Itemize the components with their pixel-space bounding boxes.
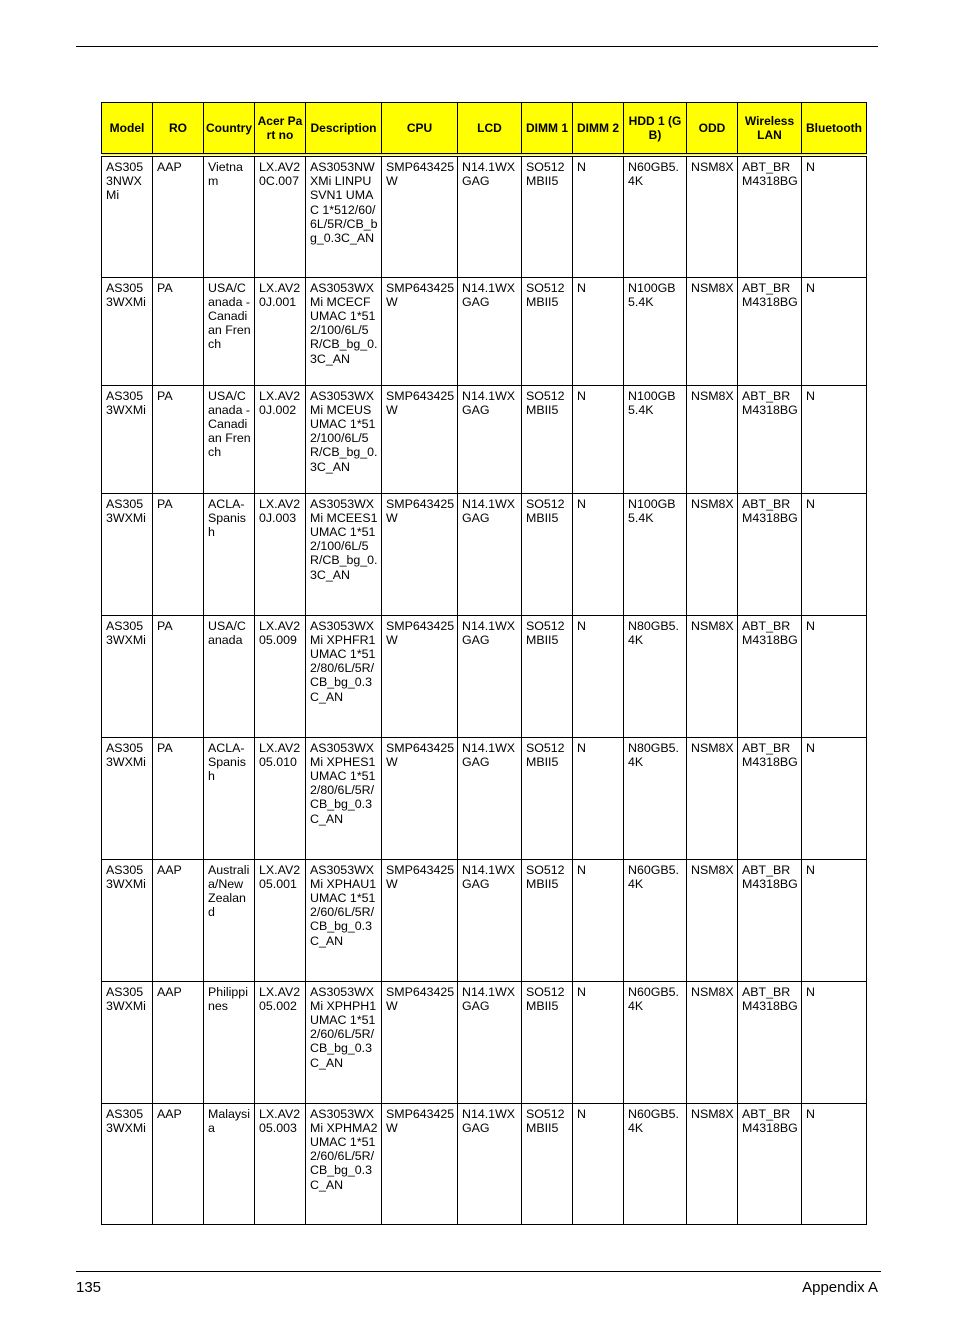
table-cell: LX.AV205.009 [255, 615, 306, 737]
table-cell: ABT_BRM4318BG [738, 493, 802, 615]
table-cell: AS3053WXMi MCECF UMAC 1*512/100/6L/5R/CB_bg_0.3C_AN [306, 277, 382, 385]
table-cell: N60GB5.4K [624, 981, 687, 1103]
table-row [102, 859, 867, 981]
table-cell: N60GB5.4K [624, 155, 687, 277]
table-cell: NSM8X [687, 155, 738, 277]
table-cell: AS3053WXMi XPHFR1 UMAC 1*512/80/6L/5R/CB_bg_0.3C_AN [306, 615, 382, 737]
header-odd: ODD [687, 103, 738, 156]
table-cell: N [802, 493, 867, 615]
table-row [102, 385, 867, 493]
table-cell: N100GB5.4K [624, 493, 687, 615]
table-cell: LX.AV205.003 [255, 1103, 306, 1224]
table-cell: SMP643425W [382, 859, 458, 981]
table-cell: AS3053WXMi MCEUS UMAC 1*512/100/6L/5R/CB_bg_0.3C_AN [306, 385, 382, 493]
table-cell: ACLA-Spanish [204, 737, 255, 859]
table-cell: AS3053WXMi [102, 737, 153, 859]
table-cell: N [802, 155, 867, 277]
table-cell: N14.1WXGAG [458, 981, 522, 1103]
table-cell: N14.1WXGAG [458, 737, 522, 859]
table-cell: AS3053WXMi [102, 981, 153, 1103]
table-cell: ABT_BRM4318BG [738, 615, 802, 737]
table-cell: ABT_BRM4318BG [738, 737, 802, 859]
table-cell: PA [153, 277, 204, 385]
table-cell: N [573, 737, 624, 859]
header-dimm-1: DIMM 1 [522, 103, 573, 156]
table-cell: ABT_BRM4318BG [738, 155, 802, 277]
table-cell: SO512MBII5 [522, 1103, 573, 1224]
table-cell: N60GB5.4K [624, 859, 687, 981]
table-cell: LX.AV20C.007 [255, 155, 306, 277]
table-row [102, 155, 867, 277]
table-cell: N [802, 737, 867, 859]
table-cell: SO512MBII5 [522, 493, 573, 615]
table-cell: SO512MBII5 [522, 155, 573, 277]
table-cell: USA/Canada [204, 615, 255, 737]
table-cell: ABT_BRM4318BG [738, 385, 802, 493]
table-cell: LX.AV20J.001 [255, 277, 306, 385]
table-cell: Philippines [204, 981, 255, 1103]
table-cell: SMP643425W [382, 615, 458, 737]
table-row [102, 615, 867, 737]
table-cell: PA [153, 385, 204, 493]
table-cell: ABT_BRM4318BG [738, 277, 802, 385]
table-cell: N14.1WXGAG [458, 385, 522, 493]
table-cell: ABT_BRM4318BG [738, 981, 802, 1103]
header-country: Country [204, 103, 255, 156]
table-row [102, 493, 867, 615]
table-cell: N [802, 385, 867, 493]
table-cell: Malaysia [204, 1103, 255, 1224]
table-cell: PA [153, 493, 204, 615]
table-cell: AS3053WXMi XPHPH1 UMAC 1*512/60/6L/5R/CB_bg_0.3C_AN [306, 981, 382, 1103]
table-cell: NSM8X [687, 493, 738, 615]
table-cell: SO512MBII5 [522, 737, 573, 859]
table-cell: AAP [153, 981, 204, 1103]
table-cell: AS3053WXMi XPHES1 UMAC 1*512/80/6L/5R/CB_bg_0.3C_AN [306, 737, 382, 859]
header-dimm-2: DIMM 2 [573, 103, 624, 156]
table-cell: AS3053WXMi XPHMA2 UMAC 1*512/60/6L/5R/CB_bg_0.3C_AN [306, 1103, 382, 1224]
table-cell: N100GB5.4K [624, 385, 687, 493]
table-cell: SO512MBII5 [522, 981, 573, 1103]
table-cell: NSM8X [687, 981, 738, 1103]
header-acer-part-no: Acer Part no [255, 103, 306, 156]
table-cell: AS3053WXMi [102, 493, 153, 615]
table-cell: N80GB5.4K [624, 615, 687, 737]
table-cell: SMP643425W [382, 737, 458, 859]
table-cell: N [573, 1103, 624, 1224]
table-cell: N [802, 1103, 867, 1224]
table-cell: LX.AV20J.002 [255, 385, 306, 493]
table-cell: N14.1WXGAG [458, 493, 522, 615]
table-cell: AS3053WXMi MCEES1 UMAC 1*512/100/6L/5R/CB_bg_0.3C_AN [306, 493, 382, 615]
table-cell: N100GB5.4K [624, 277, 687, 385]
page-number: 135 [76, 1279, 102, 1296]
table-cell: NSM8X [687, 737, 738, 859]
table-row [102, 737, 867, 859]
table-cell: AS3053WXMi [102, 615, 153, 737]
header-lcd: LCD [458, 103, 522, 156]
table-cell: N [573, 385, 624, 493]
table-cell: N14.1WXGAG [458, 277, 522, 385]
table-cell: N [573, 615, 624, 737]
table-cell: SO512MBII5 [522, 859, 573, 981]
header-description: Description [306, 103, 382, 156]
table-cell: SMP643425W [382, 277, 458, 385]
table-cell: SMP643425W [382, 981, 458, 1103]
table-cell: N14.1WXGAG [458, 615, 522, 737]
table-cell: SMP643425W [382, 155, 458, 277]
table-body [102, 155, 867, 1224]
table-row [102, 981, 867, 1103]
page-section: Appendix A [802, 1279, 878, 1296]
table-cell: AS3053WXMi [102, 385, 153, 493]
table-cell: N [573, 981, 624, 1103]
table-cell: LX.AV205.002 [255, 981, 306, 1103]
table-header-row [102, 103, 867, 156]
table-cell: N80GB5.4K [624, 737, 687, 859]
table-cell: ABT_BRM4318BG [738, 1103, 802, 1224]
table-cell: ABT_BRM4318BG [738, 859, 802, 981]
table-cell: NSM8X [687, 859, 738, 981]
table-cell: N [802, 277, 867, 385]
table-cell: LX.AV205.010 [255, 737, 306, 859]
table-cell: N [802, 859, 867, 981]
table-cell: NSM8X [687, 615, 738, 737]
table-cell: ACLA-Spanish [204, 493, 255, 615]
header-cpu: CPU [382, 103, 458, 156]
header-wireless-lan: Wireless LAN [738, 103, 802, 156]
table-cell: AAP [153, 859, 204, 981]
footer-rule [76, 1271, 881, 1272]
table-cell: USA/Canada - Canadian French [204, 385, 255, 493]
table-cell: AS3053NWXMi LINPUSVN1 UMAC 1*512/60/6L/5R/CB_bg_0.3C_AN [306, 155, 382, 277]
table-cell: N60GB5.4K [624, 1103, 687, 1224]
table-cell: LX.AV205.001 [255, 859, 306, 981]
table-cell: PA [153, 615, 204, 737]
header-ro: RO [153, 103, 204, 156]
table-cell: Vietnam [204, 155, 255, 277]
table-cell: SO512MBII5 [522, 277, 573, 385]
table-cell: AS3053WXMi [102, 1103, 153, 1224]
header-rule [76, 46, 878, 47]
header-bluetooth: Bluetooth [802, 103, 867, 156]
table-cell: SMP643425W [382, 493, 458, 615]
header-hdd-1: HDD 1 (GB) [624, 103, 687, 156]
table-cell: N [573, 155, 624, 277]
table-cell: SO512MBII5 [522, 385, 573, 493]
table-cell: AAP [153, 1103, 204, 1224]
configuration-table [101, 102, 867, 1225]
table-cell: LX.AV20J.003 [255, 493, 306, 615]
table-cell: N [802, 615, 867, 737]
table-cell: N14.1WXGAG [458, 1103, 522, 1224]
table-cell: USA/Canada - Canadian French [204, 277, 255, 385]
table-cell: N14.1WXGAG [458, 155, 522, 277]
table-cell: SMP643425W [382, 1103, 458, 1224]
table-cell: PA [153, 737, 204, 859]
table-row [102, 1103, 867, 1224]
table-cell: NSM8X [687, 385, 738, 493]
table-cell: AS3053WXMi [102, 277, 153, 385]
table-cell: NSM8X [687, 277, 738, 385]
table-cell: SO512MBII5 [522, 615, 573, 737]
table-cell: SMP643425W [382, 385, 458, 493]
table-row [102, 277, 867, 385]
table-cell: AS3053NWXMi [102, 155, 153, 277]
table-cell: AS3053WXMi [102, 859, 153, 981]
table-cell: N [573, 493, 624, 615]
table-cell: NSM8X [687, 1103, 738, 1224]
table-cell: AS3053WXMi XPHAU1 UMAC 1*512/60/6L/5R/CB_bg_0.3C_AN [306, 859, 382, 981]
table-cell: AAP [153, 155, 204, 277]
table-cell: N14.1WXGAG [458, 859, 522, 981]
table-cell: N [573, 859, 624, 981]
table-cell: Australia/New Zealand [204, 859, 255, 981]
header-model: Model [102, 103, 153, 156]
table-cell: N [802, 981, 867, 1103]
table-cell: N [573, 277, 624, 385]
